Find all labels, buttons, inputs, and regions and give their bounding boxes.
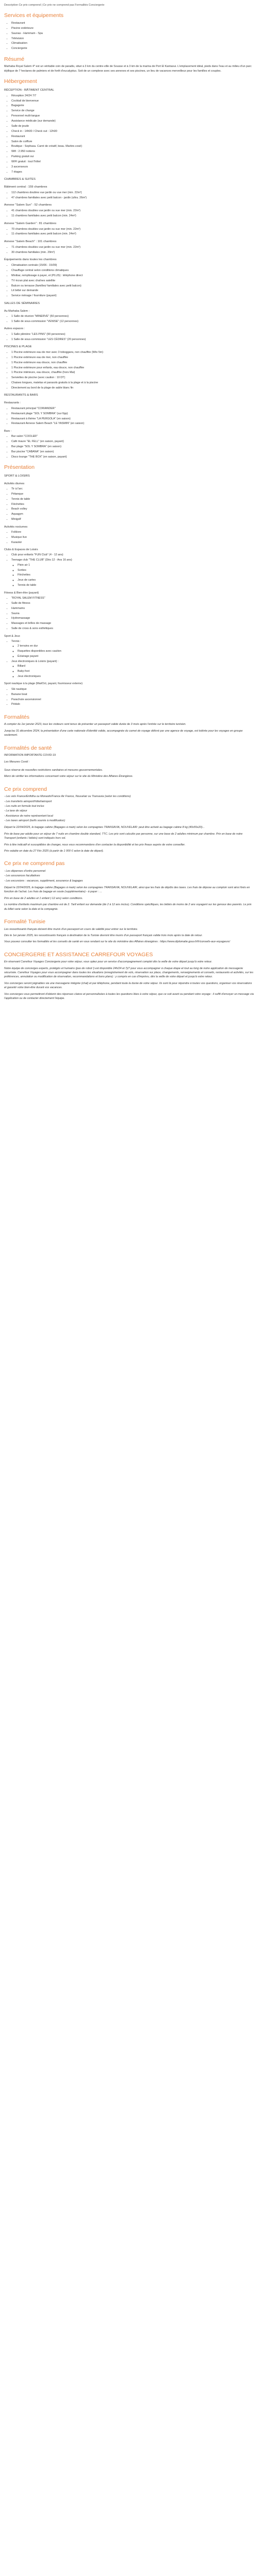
list-item: • Fléchettes [11, 502, 254, 506]
list-item: • Conciergerie [11, 46, 254, 50]
list-item: • 1 Salle de sous-commission "LES CÈDRES" (20 personnes) [11, 337, 254, 342]
list-item: • Ski nautique [11, 687, 254, 691]
list-item: • 1 Salle de sous-commission "VENISE" (12 personnes) [11, 319, 254, 324]
list-item-text: Teenage club "THE CLUB" (Dès 12 - Ans 16 ans) [11, 558, 72, 562]
list-item: • Climatisation centrale (15/06 - 15/09) [11, 263, 254, 267]
list-item: • Restaurant [11, 134, 254, 139]
list-item: • 1 Piscine extérieure pour enfants, eau douce, non chauffée [11, 366, 254, 370]
list-item: • 11 chambres familiales avec petit balcon (min. 24m²) [11, 214, 254, 218]
list-line: - Les taxes aéroport (tarifs soumis à modification) [4, 819, 66, 823]
central-heading: Bâtiment central : 159 chambres [4, 185, 47, 189]
sante-p2: Merci de vérifier les informations concernant votre séjour sur le site du Ministère des Affaires Étrangères. [4, 775, 133, 778]
list-item: • Karaoké [11, 540, 254, 545]
list-item: • Lit bébé sur demande [11, 289, 254, 293]
services-title: Services et équipements [4, 12, 63, 19]
list-item: • Wifi : 2.950 notions [11, 149, 254, 154]
sport-label: Sport & Jeux [4, 634, 20, 638]
club-sub-list [11, 563, 254, 588]
conciergerie-p2: Notre équipe de concierges experts, protégés et humains (pas de robot !) est disponible 24h/24 et 7j/7 pour vous accompagner à chaque étape et tout au long de notre application de messagerie sécurisée. Carrefour Voyages pour vous accompagner dans toutes les situations (enregistrement de vols, réservation sur place, changements, renseignements et conseils, restaurants et activités, sur les préférences, annulation ou modification de réservation, recommandations et bons plans) : y compris en cas d'imprévu, dès la veille de votre départ et jusqu'à votre retour. [4, 967, 253, 979]
seminaires-list-2 [4, 332, 254, 342]
prix-pas-p3: Le nombre d'enfants maximum par chambre est de 2. Tarif enfant sur demande (de 2 à 12 ans inclus). Conditions spécifiques, les bébés de moins de 2 ans voyagent sur les genoux des parents. Le prix du billet varie selon la date et la compagnie. [4, 903, 252, 911]
chambres-heading: CHAMBRES & SUITES [4, 178, 36, 181]
list-item: • Cocktail de bienvenue [11, 99, 254, 103]
central-list [4, 191, 254, 200]
list-item: • Restaurant [11, 21, 254, 25]
list-line: - Les excursions : vacances, supplément, assurance & bagages [4, 879, 83, 883]
list-item: • 1 Piscine extérieure eau de mer avec 3 toboggans, non chauffée (Wto 5m) [11, 350, 254, 354]
page [0, 0, 258, 1008]
list-item: • Salle de cross & sons esthétiques [11, 626, 254, 631]
prix-pas-title: Ce prix ne comprend pas [4, 860, 65, 867]
list-line: - Les dépenses d'ordre personnel [4, 869, 46, 873]
list-line: - Les transferts aéroport/hôtel/aéroport [4, 800, 52, 803]
list-item: ◦ Fléchettes [18, 573, 254, 577]
list-item: • 1 Salle de réunion "MINERVE" (50 personnes) [11, 314, 254, 318]
restaurants-heading: RESTAURANTS & BARS [4, 394, 38, 397]
salem-beach-list [4, 245, 254, 255]
list-item: • Télévision [11, 37, 254, 41]
list-item: • Bagagerie [11, 104, 254, 108]
list-line: - Assistance de notre représentant local [4, 814, 53, 818]
prix-pas-p2: Prix en base de 2 adultes et 1 enfant (-12 ans) selon conditions. [4, 896, 83, 900]
list-item: • Parking gratuit oui [11, 155, 254, 159]
prix-pas-p1: Départ le 22/04/2025, le bagage cabine (Bagages à main) selon les compagnies TRANSAVIA, NOUVELAIR, ainsi que les frais de dépôts des taxes. Les frais de dépose au comptoir sont ainsi fixés en fonction de l'achat. Les frais de bagage en soute (supplémentaire) - à payer : ... [4, 886, 250, 894]
prix-comprend-p3: Prix à titre indicatif et susceptibles de changer, nous vous recommandons d'en contacter la disponibilité et les prix finaux auprès de votre conseiller. [4, 843, 186, 846]
tunisie-section [4, 919, 254, 944]
list-item: • Salon de coiffure [11, 140, 254, 144]
list-item: • Directement au bord de la plage de sable blanc fin [11, 386, 254, 390]
soiree-label: Activités nocturnes [4, 525, 28, 529]
list-item: ◦ 2 terrains en dur [18, 644, 254, 648]
list-item: ◦ Jeux de cartes [18, 578, 254, 582]
sport-list [4, 639, 254, 679]
formalites-section [4, 714, 254, 738]
seminaires-list [4, 314, 254, 324]
covid-line: Les Mesures Covid : [4, 760, 30, 764]
seminaires-heading: SALLES DE SÉMINAIRES [4, 301, 40, 305]
services-list [4, 21, 254, 51]
piscines-list [4, 350, 254, 391]
list-item: • Restaurant principal "CORIANDER" [11, 406, 254, 411]
list-item: • Climatisation [11, 41, 254, 45]
list-item: ◦ Plein air 1 [18, 563, 254, 567]
list-item: ◦ Billard [18, 664, 254, 668]
list-item: • Club pour enfants "FUN Club" (4 - 12 ans) [11, 553, 254, 557]
salem-garden-heading: Annexe "Salem Garden" : 81 chambres [4, 222, 57, 225]
list-item: ◦ Sorties [18, 568, 254, 572]
tunisie-title: Formalité Tunisie [4, 918, 45, 925]
list-item: • Disco lounge "THE BOX" (en saison, payant) [11, 455, 254, 459]
list-item: • TV écran plat avec chaînes satellite [11, 279, 254, 283]
piscines-heading: PISCINES & PLAGE [4, 345, 32, 348]
conciergerie-p1: En réservant Carrefour Voyages Conciergerie pour votre séjour, vous optez pour un service d'accompagnement complet dès la veille de votre départ jusqu'à votre retour. [4, 960, 213, 964]
prix-comprend-list [4, 794, 254, 823]
reception-heading: RÉCEPTION - BÂTIMENT CENTRAL [4, 88, 54, 92]
list-item: • Beach volley [11, 507, 254, 511]
list-line: - Les nuits en formule tout inclus [4, 804, 44, 808]
sport-loisirs-heading: SPORT & LOISIRS [4, 474, 30, 478]
activites-list [4, 487, 254, 522]
formalites-p1: A compter du 1er janvier 2023, tous les visiteurs sont tenus de présenter un passeport valide durée de 3 mois après l'entrée sur le territoire tunisien. [4, 723, 186, 726]
list-item: • 70 chambres doubles vue jardin ou vue mer (min. 22m²) [11, 227, 254, 231]
restaurants-subheading: Restaurants : [4, 401, 21, 405]
list-item: • 112 chambres doubles vue jardin ou vue mer (min. 22m²) [11, 191, 254, 195]
salem-sun-heading: Annexe "Salem Sun" : 52 chambres [4, 204, 52, 207]
list-item: • Aquagym [11, 512, 254, 516]
prix-comprend-title: Ce prix comprend [4, 786, 47, 792]
soiree-list [4, 530, 254, 545]
list-item: • Salle de fitness [11, 601, 254, 605]
list-item: • Massages et brilles de massage [11, 621, 254, 625]
formalites-title: Formalités [4, 714, 30, 720]
list-item-text: Jeux électroniques & Loisirs (payant) : [11, 659, 59, 663]
list-item: • Chauffage central selon conditions climatiques [11, 268, 254, 273]
conciergerie-p4: Vos concierges vous permettront d'obtenir des réponses claires et personnalisées à toutes les questions liées à votre séjour, que ce soit avant ou pendant votre voyage : il suffit d'envoyer un message via l'application ou de contacter directement l'équipe. [4, 992, 254, 1000]
list-item: ◦ Jeux électroniques [18, 674, 254, 679]
list-item: • Restaurant plage "SOL Y SOMBRA" (sur fipp) [11, 412, 254, 416]
list-item: • Banane boat [11, 692, 254, 697]
activites-label: Activités diurnes [4, 482, 25, 485]
list-item: • 1 Piscine extérieure eau de mer, non chauffée [11, 355, 254, 360]
list-item: ◦ Tennis de table [18, 583, 254, 587]
resume-section [4, 56, 254, 73]
list-line: - Les vols France/Enfidha ou Monastir/France Air France, Nouvelair ou Transavia (selon les conditions) [4, 795, 131, 799]
seminaires-subheading: Au Marhaba Salem : [4, 309, 30, 313]
list-item: • Café maure "EL FELL" (en saison, payant) [11, 439, 254, 444]
list-item: • Chaises longues, matelas et parasols gratuits à la plage et à la piscine [11, 381, 254, 385]
bars-list [4, 434, 254, 459]
nautique-list [4, 687, 254, 707]
tunisie-p3: Vous pouvez consulter les formalités et les conseils de santé en vous rendant sur le site du ministère des Affaires étrangères : https://www.diplomatie.gouv.fr/fr/conseils-aux-voyageurs/ [4, 940, 230, 944]
list-item [11, 639, 254, 659]
nautique-label: Sport nautique à la plage (Mai/Oct, payant, fournisseur externe) [4, 682, 83, 686]
list-item: • Minigolf [11, 517, 254, 521]
list-item: • Minibar, remplissage à payer, et (PLUS) : téléphone direct [11, 274, 254, 278]
services-section [4, 12, 254, 50]
prix-comprend-p4: Prix valable en date du 27 Fév 2025 (à partir de 1 000 € selon la date de départ). [4, 849, 104, 853]
list-item: • 1 Piscine intérieure, eau douce, chauffée (hors Mai) [11, 370, 254, 375]
list-item: • 41 chambres doubles vue jardin ou vue mer (min. 22m²) [11, 209, 254, 213]
tunisie-p1: Les ressortissants français doivent être munis d'un passeport en cours de validité pour entrer sur le territoire. [4, 927, 138, 931]
intro-line: Description Ce prix comprend | Ce prix ne comprend pas Formalités Conciergerie [4, 4, 105, 7]
salem-garden-list [4, 227, 254, 236]
list-item [11, 558, 254, 587]
list-item: • Personnel multi-langue [11, 114, 254, 118]
tunisie-p2: Dès le 1er janvier 2025, les ressortissants français à destination de la Tunisie devront être munis d'un passeport français valide trois mois après la date de retour. [4, 934, 203, 937]
club-list [4, 553, 254, 587]
list-item: • Bar salon "COOLER" [11, 434, 254, 438]
list-item: ◦ Baby-foot [18, 669, 254, 673]
prix-pas-list [4, 869, 254, 883]
list-item: • Boutique : Sophasa. Carré de créatif, beau. Marbre.cosé) [11, 144, 254, 148]
list-item: • Balcon ou terrasse (familles/ familiales avec petit balcon) [11, 284, 254, 288]
hebergement-title: Hébergement [4, 78, 37, 85]
equipements-heading: Équipements dans toutes les chambres [4, 258, 57, 262]
salem-beach-heading: Annexe "Salem Beach" : 101 chambres [4, 240, 57, 243]
list-item: ◦ Éclairage payant [18, 654, 254, 658]
seminaires-subheading-2: Autres espaces : [4, 327, 25, 331]
resume-paragraph: Marhaba Royal Salem 4* est un véritable coin de paradis, situé à 3 km du centre-ville de Sousse et à 3 km de la marina de Port El Kantaoui. L'emplacement idéal, pieds dans l'eau et au milieu d'un parc idyllique de 7 hectares de palmiers et de forêt d'eucalyptus. Soit de un complexe avec ses annexes et ses piscines, un lieu de vacances merveilleux pour les familles et couples. [4, 65, 252, 73]
resume-title: Résumé [4, 56, 25, 62]
prix-comprend-p1: Départ le 22/04/2025, le bagage cabine (Bagages à main) selon les compagnies TRANSAVIA, NOUVELAIR: peut être acheté au bagage cabine 8 kg (40x55x20)... [4, 826, 205, 829]
list-item: • 30 chambres familiales (min. 29m²) [11, 250, 254, 255]
list-item: • Assistance médicale (sur demande) [11, 119, 254, 123]
equipements-list [4, 263, 254, 298]
list-item: • Parachute ascensionnel [11, 698, 254, 702]
list-item: • Pétanque [11, 492, 254, 496]
jeux-sub-list [11, 664, 254, 679]
sante-p1: Sous réserve de nouvelles restrictions sanitaires et mesures gouvernementales. [4, 768, 103, 772]
list-item: • Hammams [11, 606, 254, 611]
list-item: • "ROYAL SALEM FITNESS" [11, 596, 254, 600]
presentation-section [4, 464, 254, 707]
bars-subheading: Bars : [4, 429, 12, 433]
list-item: • Folklore [11, 530, 254, 534]
prix-comprend-p2: Prix de base par adulte pour un séjour de 7 nuits en chambre double standard, TTC. Les prix sont calculés par personne, sur une base de 2 adultes minimum par chambre. Prix en base de notre Transport (enfants / bébés) sont indiqués hors vol. [4, 832, 243, 840]
list-line: - Les assurances facultatives [4, 874, 40, 878]
list-item: • Restaurant à thème "LA PERGOLA" (en saison) [11, 417, 254, 421]
presentation-title: Présentation [4, 464, 35, 470]
conciergerie-section [4, 952, 254, 1001]
conciergerie-title: CONCIERGERIE ET ASSISTANCE CARREFOUR VOYAGES [4, 951, 153, 958]
list-item-text: Tennis : [11, 639, 21, 643]
fitness-list [4, 596, 254, 631]
prix-comprend-section [4, 786, 254, 854]
list-item: • Salle de jeude [11, 124, 254, 128]
list-item: • Bar piscine "CABANA" (en saison) [11, 450, 254, 454]
reception-list [4, 94, 254, 175]
hebergement-section [4, 78, 254, 459]
list-item: • 1 Piscine extérieure eau douce, non chauffée [11, 361, 254, 365]
list-item: • Pédalo [11, 702, 254, 706]
list-item: • Saunas - Hammam - Spa [11, 31, 254, 36]
list-item: • 1 Salle plénière "LES PINS" (90 personnes) [11, 332, 254, 336]
tennis-sub-list [11, 644, 254, 658]
formalites-p2: Jusqu'au 31 décembre 2024, la présentation d'une carte nationale d'identité valide, accompagnée du carnet de voyage délivré par une agence de voyage, est tolérée pour les voyages en groupe seulement. [4, 729, 243, 737]
list-item: • 71 chambres doubles vue jardin ou vue mer (min. 22m²) [11, 245, 254, 249]
restaurants-list [4, 406, 254, 426]
list-item: • Piscine extérieure [11, 26, 254, 30]
list-item: • Tennis de table [11, 497, 254, 501]
formalites-sante-section [4, 745, 254, 779]
list-item: • Hydromassage [11, 616, 254, 620]
list-item: • 7 étages [11, 170, 254, 174]
list-item: • Service ménage / fourniture (payant) [11, 294, 254, 298]
conciergerie-p3: Vos concierges seront joignables via une messagerie intégrée (chat) et par téléphone, pendant toute la durée de votre séjour. Ils sont là pour répondre à toutes vos questions, organiser vos réservations et garantir votre bien-être durant vos vacances. [4, 981, 252, 990]
list-item: • Tir à l'arc [11, 487, 254, 491]
salem-sun-list [4, 209, 254, 218]
list-item: • 3 ascenseurs [11, 165, 254, 169]
list-item: • Bar plage "SOL Y SOMBRA" (en saison) [11, 445, 254, 449]
formalites-sante-title: Formalités de santé [4, 744, 52, 751]
list-item: • Restaurant Annexe Salem Beach "LE YASMIN" (en saison) [11, 421, 254, 426]
list-item [11, 659, 254, 679]
list-item: • WIFI gratuit : tout l'hôtel [11, 160, 254, 164]
list-item: • 47 chambres familiales avec petit balcon - jardin (ultra. 26m²) [11, 196, 254, 200]
list-line: - La taxe de séjour [4, 809, 27, 813]
list-item: • Musique live [11, 535, 254, 539]
list-item: • Service de change [11, 109, 254, 113]
list-item: • Sauna [11, 612, 254, 616]
list-item: • 11 chambres familiales avec petit balcon (min. 24m²) [11, 232, 254, 236]
prix-pas-section [4, 860, 254, 911]
club-label: Clubs & Espaces de Loisirs [4, 548, 38, 552]
list-item: • Serviettes de piscine (avec caution : 10 DT) [11, 376, 254, 380]
fitness-label: Fitness & Bien-être (payant) [4, 591, 39, 595]
list-item: • Check in : 14h00 / Check out : 12h00 [11, 129, 254, 133]
list-item: ◦ Raquettes disponibles avec caution [18, 649, 254, 653]
covid-heading: INFORMATION IMPORTANTE COVID-19 [4, 754, 56, 757]
list-item: • Réception 24/24 7/7 [11, 94, 254, 98]
